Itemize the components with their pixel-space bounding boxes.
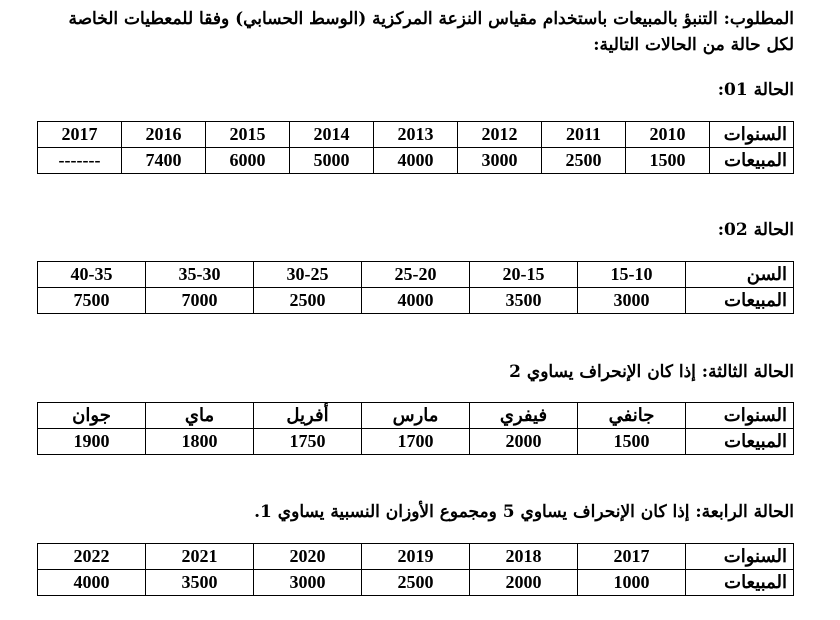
case2-sales-cell: 4000	[362, 288, 470, 314]
case2-sales-cell: 7500	[38, 288, 146, 314]
case4-year-cell: 2021	[146, 544, 254, 570]
case1-sales-cell: 6000	[206, 148, 290, 174]
case4-sales-cell: 1000	[578, 570, 686, 596]
case3-table	[37, 402, 794, 455]
case2-age-cell: 35-30	[146, 262, 254, 288]
case1-title: الحالة 01:	[717, 80, 794, 100]
case3-header-years: السنوات	[686, 403, 794, 429]
case1-year-cell: 2016	[122, 122, 206, 148]
case2-title: الحالة 02:	[717, 220, 794, 240]
case3-sales-cell: 1800	[146, 429, 254, 455]
case2-age-cell: 30-25	[254, 262, 362, 288]
case1-sales-cell: 2500	[542, 148, 626, 174]
case3-header-sales: المبيعات	[686, 429, 794, 455]
case2-table	[37, 261, 794, 314]
case1-sales-cell: 7400	[122, 148, 206, 174]
case3-sales-cell: 1900	[38, 429, 146, 455]
case4-sales-cell: 2000	[470, 570, 578, 596]
case2-age-cell: 20-15	[470, 262, 578, 288]
case3-month-cell: فيفري	[470, 403, 578, 429]
case4-sales-cell: 3500	[146, 570, 254, 596]
case1-year-cell: 2017	[38, 122, 122, 148]
intro-line-1: المطلوب: التنبؤ بالمبيعات باستخدام مقياس النزعة المركزية (الوسط الحسابي) وفقا للمعطيات الخاصة	[68, 9, 794, 29]
case2-sales-cell: 3000	[578, 288, 686, 314]
case1-header-sales: المبيعات	[710, 148, 794, 174]
case3-month-cell: مارس	[362, 403, 470, 429]
case3-row-sales	[38, 429, 794, 455]
case4-year-cell: 2017	[578, 544, 686, 570]
case3-month-cell: جانفي	[578, 403, 686, 429]
case2-sales-cell: 2500	[254, 288, 362, 314]
case4-sales-cell: 4000	[38, 570, 146, 596]
case4-row-sales	[38, 570, 794, 596]
case1-year-cell: 2013	[374, 122, 458, 148]
case1-year-cell: 2014	[290, 122, 374, 148]
case1-year-cell: 2012	[458, 122, 542, 148]
case3-row-months	[38, 403, 794, 429]
case1-row-years	[38, 122, 794, 148]
case2-sales-cell: 7000	[146, 288, 254, 314]
case1-year-cell: 2015	[206, 122, 290, 148]
case3-sales-cell: 1750	[254, 429, 362, 455]
case2-age-cell: 25-20	[362, 262, 470, 288]
case3-sales-cell: 1700	[362, 429, 470, 455]
case1-table	[37, 121, 794, 174]
case2-row-ages	[38, 262, 794, 288]
case4-sales-cell: 2500	[362, 570, 470, 596]
case1-sales-cell: 4000	[374, 148, 458, 174]
case2-header-ages: السن	[686, 262, 794, 288]
case1-year-cell: 2011	[542, 122, 626, 148]
case4-header-years: السنوات	[686, 544, 794, 570]
case4-year-cell: 2018	[470, 544, 578, 570]
case1-sales-cell: -------	[38, 148, 122, 174]
case3-sales-cell: 1500	[578, 429, 686, 455]
case3-month-cell: ماي	[146, 403, 254, 429]
case1-row-sales	[38, 148, 794, 174]
case1-year-cell: 2010	[626, 122, 710, 148]
case4-year-cell: 2020	[254, 544, 362, 570]
case3-month-cell: أفريل	[254, 403, 362, 429]
case3-month-cell: جوان	[38, 403, 146, 429]
case2-row-sales	[38, 288, 794, 314]
case2-header-sales: المبيعات	[686, 288, 794, 314]
case2-age-cell: 40-35	[38, 262, 146, 288]
case3-title: الحالة الثالثة: إذا كان الإنحراف يساوي 2	[509, 362, 794, 382]
intro-text	[34, 6, 794, 58]
case4-sales-cell: 3000	[254, 570, 362, 596]
case4-year-cell: 2019	[362, 544, 470, 570]
case3-sales-cell: 2000	[470, 429, 578, 455]
case1-header-years: السنوات	[710, 122, 794, 148]
case4-year-cell: 2022	[38, 544, 146, 570]
case4-title: الحالة الرابعة: إذا كان الإنحراف يساوي 5 ومجموع الأوزان النسبية يساوي 1.	[254, 502, 794, 522]
case1-sales-cell: 3000	[458, 148, 542, 174]
intro-line-2: لكل حالة من الحالات التالية:	[593, 35, 794, 55]
case4-header-sales: المبيعات	[686, 570, 794, 596]
case2-age-cell: 15-10	[578, 262, 686, 288]
case4-table	[37, 543, 794, 596]
case1-sales-cell: 1500	[626, 148, 710, 174]
case1-sales-cell: 5000	[290, 148, 374, 174]
case4-row-years	[38, 544, 794, 570]
case2-sales-cell: 3500	[470, 288, 578, 314]
